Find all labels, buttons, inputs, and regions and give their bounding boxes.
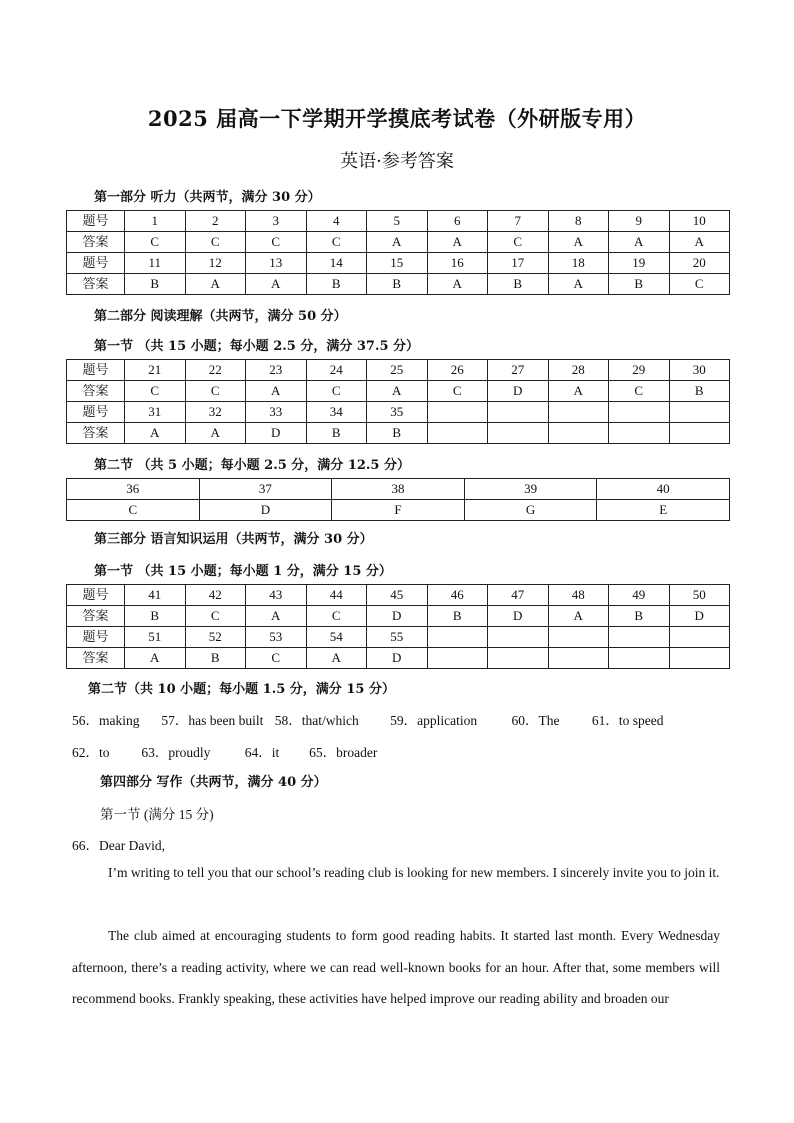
answer-cell: A bbox=[548, 381, 609, 402]
answer-cell: D bbox=[367, 648, 428, 669]
fill-answer-62: 62．to bbox=[72, 745, 110, 760]
fill-answer-57: 57．has been built bbox=[161, 713, 264, 728]
answer-cell: F bbox=[332, 500, 465, 521]
fill-answer-56: 56．making bbox=[72, 713, 140, 728]
answer-cell: A bbox=[548, 274, 609, 295]
part2-section2-answer-table bbox=[66, 478, 730, 521]
answer-cell: 3 bbox=[246, 211, 307, 232]
answer-cell bbox=[427, 402, 488, 423]
row-label-cell: 答案 bbox=[67, 274, 125, 295]
answer-cell: 55 bbox=[367, 627, 428, 648]
answer-cell: A bbox=[609, 232, 670, 253]
answer-cell: B bbox=[609, 606, 670, 627]
answer-cell bbox=[488, 627, 549, 648]
answer-cell bbox=[427, 627, 488, 648]
answer-cell: 11 bbox=[125, 253, 186, 274]
answer-cell: G bbox=[464, 500, 597, 521]
answer-cell: 24 bbox=[306, 360, 367, 381]
answer-cell: C bbox=[185, 232, 246, 253]
row-label-cell: 题号 bbox=[67, 360, 125, 381]
answer-cell bbox=[609, 627, 670, 648]
row-label-cell: 答案 bbox=[67, 423, 125, 444]
answer-cell bbox=[669, 627, 730, 648]
answer-cell bbox=[548, 402, 609, 423]
fill-answers-line-2 bbox=[72, 741, 377, 761]
answer-cell: 43 bbox=[246, 585, 307, 606]
answer-cell: 42 bbox=[185, 585, 246, 606]
answer-cell: 10 bbox=[669, 211, 730, 232]
table-row bbox=[67, 402, 730, 423]
answer-cell: D bbox=[199, 500, 332, 521]
table-row bbox=[67, 585, 730, 606]
answer-cell: 21 bbox=[125, 360, 186, 381]
page-title: 2025 届高一下学期开学摸底考试卷（外研版专用） bbox=[147, 106, 647, 131]
letter-paragraph-1-text: I’m writing to tell you that our school’s reading club is looking for new members. I sincerely invite you to join it. bbox=[108, 865, 720, 880]
answer-cell: D bbox=[669, 606, 730, 627]
answer-cell: C bbox=[246, 648, 307, 669]
answer-cell: 44 bbox=[306, 585, 367, 606]
answer-cell: 40 bbox=[597, 479, 730, 500]
answer-cell: 4 bbox=[306, 211, 367, 232]
answer-cell: B bbox=[427, 606, 488, 627]
answer-cell: 41 bbox=[125, 585, 186, 606]
answer-cell: 7 bbox=[488, 211, 549, 232]
row-label-cell: 题号 bbox=[67, 253, 125, 274]
table-row bbox=[67, 274, 730, 295]
answer-cell: C bbox=[427, 381, 488, 402]
answer-cell bbox=[548, 627, 609, 648]
answer-cell: 46 bbox=[427, 585, 488, 606]
answer-cell: C bbox=[306, 381, 367, 402]
answer-cell: 37 bbox=[199, 479, 332, 500]
answer-cell: 45 bbox=[367, 585, 428, 606]
answer-cell: 30 bbox=[669, 360, 730, 381]
answer-cell: 14 bbox=[306, 253, 367, 274]
fill-answer-60: 60．The bbox=[511, 713, 560, 728]
answer-cell bbox=[669, 402, 730, 423]
table-row bbox=[67, 500, 730, 521]
answer-cell bbox=[669, 648, 730, 669]
answer-cell: 32 bbox=[185, 402, 246, 423]
answer-cell: D bbox=[367, 606, 428, 627]
table-row bbox=[67, 211, 730, 232]
letter-salutation: 66．Dear David, bbox=[72, 838, 165, 853]
part3-section1-answer-table bbox=[66, 584, 730, 669]
answer-cell: 20 bbox=[669, 253, 730, 274]
letter-paragraph-1 bbox=[72, 857, 720, 889]
answer-cell: E bbox=[597, 500, 730, 521]
answer-cell: A bbox=[367, 381, 428, 402]
table-row bbox=[67, 627, 730, 648]
answer-cell: 35 bbox=[367, 402, 428, 423]
answer-cell: B bbox=[669, 381, 730, 402]
answer-cell bbox=[548, 648, 609, 669]
answer-cell: A bbox=[125, 423, 186, 444]
answer-cell: 22 bbox=[185, 360, 246, 381]
table-row bbox=[67, 648, 730, 669]
answer-cell: 1 bbox=[125, 211, 186, 232]
answer-cell: 31 bbox=[125, 402, 186, 423]
row-label-cell: 题号 bbox=[67, 627, 125, 648]
answer-cell: A bbox=[306, 648, 367, 669]
answer-cell: 48 bbox=[548, 585, 609, 606]
answer-cell: 23 bbox=[246, 360, 307, 381]
part3-section1-heading: 第一节 （共 15 小题；每小题 1 分，满分 15 分） bbox=[94, 564, 392, 579]
table-row bbox=[67, 479, 730, 500]
answer-cell: A bbox=[548, 232, 609, 253]
answer-cell: 26 bbox=[427, 360, 488, 381]
part2-heading: 第二部分 阅读理解（共两节，满分 50 分） bbox=[94, 309, 347, 324]
answer-cell: C bbox=[185, 381, 246, 402]
answer-cell: C bbox=[609, 381, 670, 402]
part4-section1-heading: 第一节 (满分 15 分) bbox=[100, 807, 214, 822]
answer-cell: 36 bbox=[67, 479, 200, 500]
answer-cell: B bbox=[488, 274, 549, 295]
answer-cell: C bbox=[306, 232, 367, 253]
answer-cell: 12 bbox=[185, 253, 246, 274]
answer-cell: B bbox=[306, 423, 367, 444]
row-label-cell: 答案 bbox=[67, 232, 125, 253]
answer-cell: 54 bbox=[306, 627, 367, 648]
answer-cell bbox=[609, 423, 670, 444]
answer-cell: 15 bbox=[367, 253, 428, 274]
answer-cell bbox=[488, 402, 549, 423]
answer-cell: B bbox=[125, 606, 186, 627]
fill-answers-line-1 bbox=[72, 709, 664, 729]
answer-cell: 33 bbox=[246, 402, 307, 423]
answer-cell: D bbox=[488, 381, 549, 402]
answer-cell: 19 bbox=[609, 253, 670, 274]
answer-cell: B bbox=[306, 274, 367, 295]
fill-answer-58: 58．that/which bbox=[274, 713, 359, 728]
answer-cell bbox=[548, 423, 609, 444]
answer-cell: 18 bbox=[548, 253, 609, 274]
answer-cell: 51 bbox=[125, 627, 186, 648]
answer-cell: B bbox=[367, 423, 428, 444]
answer-cell bbox=[609, 402, 670, 423]
table-row bbox=[67, 606, 730, 627]
answer-cell: 5 bbox=[367, 211, 428, 232]
page-subtitle: 英语·参考答案 bbox=[340, 151, 454, 172]
fill-answer-61: 61．to speed bbox=[591, 713, 664, 728]
part2-section1-heading: 第一节 （共 15 小题；每小题 2.5 分，满分 37.5 分） bbox=[94, 339, 420, 354]
answer-cell bbox=[427, 423, 488, 444]
answer-cell: A bbox=[669, 232, 730, 253]
answer-cell: 16 bbox=[427, 253, 488, 274]
letter-paragraph-2-text: The club aimed at encouraging students to form good reading habits. It started last month. Every Wednesday afternoon, there’s a reading activity, where we can read well-known books for an hour. After that, some members will recommend books. Frankly speaking, these activities have helped improve our reading ability and broaden our bbox=[72, 928, 720, 1006]
answer-cell: A bbox=[246, 381, 307, 402]
answer-cell: C bbox=[306, 606, 367, 627]
answer-cell bbox=[669, 423, 730, 444]
answer-cell: A bbox=[125, 648, 186, 669]
part3-section2-heading: 第二节（共 10 小题；每小题 1.5 分，满分 15 分） bbox=[88, 682, 395, 697]
part1-answer-table bbox=[66, 210, 730, 295]
row-label-cell: 题号 bbox=[67, 211, 125, 232]
part2-section2-heading: 第二节 （共 5 小题；每小题 2.5 分，满分 12.5 分） bbox=[94, 458, 411, 473]
fill-answer-63: 63．proudly bbox=[141, 745, 211, 760]
row-label-cell: 答案 bbox=[67, 648, 125, 669]
answer-cell: C bbox=[246, 232, 307, 253]
fill-answer-65: 65．broader bbox=[309, 745, 378, 760]
answer-cell: A bbox=[548, 606, 609, 627]
part3-heading: 第三部分 语言知识运用（共两节，满分 30 分） bbox=[94, 532, 373, 547]
table-row bbox=[67, 423, 730, 444]
answer-cell: 2 bbox=[185, 211, 246, 232]
table-row bbox=[67, 381, 730, 402]
answer-cell: 28 bbox=[548, 360, 609, 381]
answer-cell: C bbox=[669, 274, 730, 295]
answer-cell: B bbox=[609, 274, 670, 295]
answer-cell: C bbox=[67, 500, 200, 521]
answer-cell: 29 bbox=[609, 360, 670, 381]
answer-cell: 52 bbox=[185, 627, 246, 648]
answer-cell: 13 bbox=[246, 253, 307, 274]
answer-cell bbox=[488, 648, 549, 669]
answer-cell bbox=[427, 648, 488, 669]
part1-heading: 第一部分 听力（共两节，满分 30 分） bbox=[94, 190, 321, 205]
answer-cell: 50 bbox=[669, 585, 730, 606]
answer-cell: D bbox=[246, 423, 307, 444]
answer-cell: 53 bbox=[246, 627, 307, 648]
answer-cell bbox=[609, 648, 670, 669]
row-label-cell: 题号 bbox=[67, 402, 125, 423]
row-label-cell: 题号 bbox=[67, 585, 125, 606]
answer-cell: 9 bbox=[609, 211, 670, 232]
answer-cell: A bbox=[185, 274, 246, 295]
table-row bbox=[67, 253, 730, 274]
table-row bbox=[67, 232, 730, 253]
answer-cell bbox=[488, 423, 549, 444]
answer-cell: C bbox=[185, 606, 246, 627]
answer-cell: B bbox=[367, 274, 428, 295]
answer-cell: 47 bbox=[488, 585, 549, 606]
answer-cell: A bbox=[246, 274, 307, 295]
answer-cell: 34 bbox=[306, 402, 367, 423]
answer-cell: A bbox=[427, 274, 488, 295]
answer-cell: A bbox=[427, 232, 488, 253]
part2-section1-answer-table bbox=[66, 359, 730, 444]
answer-cell: 39 bbox=[464, 479, 597, 500]
answer-cell: A bbox=[367, 232, 428, 253]
row-label-cell: 答案 bbox=[67, 606, 125, 627]
answer-cell: 38 bbox=[332, 479, 465, 500]
answer-cell: B bbox=[185, 648, 246, 669]
answer-cell: C bbox=[125, 381, 186, 402]
answer-cell: A bbox=[185, 423, 246, 444]
answer-cell: 25 bbox=[367, 360, 428, 381]
answer-cell: C bbox=[488, 232, 549, 253]
fill-answer-59: 59．application bbox=[390, 713, 478, 728]
answer-cell: 6 bbox=[427, 211, 488, 232]
answer-cell: 27 bbox=[488, 360, 549, 381]
fill-answer-64: 64．it bbox=[244, 745, 280, 760]
answer-cell: D bbox=[488, 606, 549, 627]
part4-heading: 第四部分 写作（共两节，满分 40 分） bbox=[100, 775, 327, 790]
answer-cell: 49 bbox=[609, 585, 670, 606]
answer-cell: 17 bbox=[488, 253, 549, 274]
answer-cell: 8 bbox=[548, 211, 609, 232]
answer-cell: C bbox=[125, 232, 186, 253]
letter-paragraph-2 bbox=[72, 920, 720, 1016]
row-label-cell: 答案 bbox=[67, 381, 125, 402]
answer-cell: A bbox=[246, 606, 307, 627]
answer-cell: B bbox=[125, 274, 186, 295]
table-row bbox=[67, 360, 730, 381]
